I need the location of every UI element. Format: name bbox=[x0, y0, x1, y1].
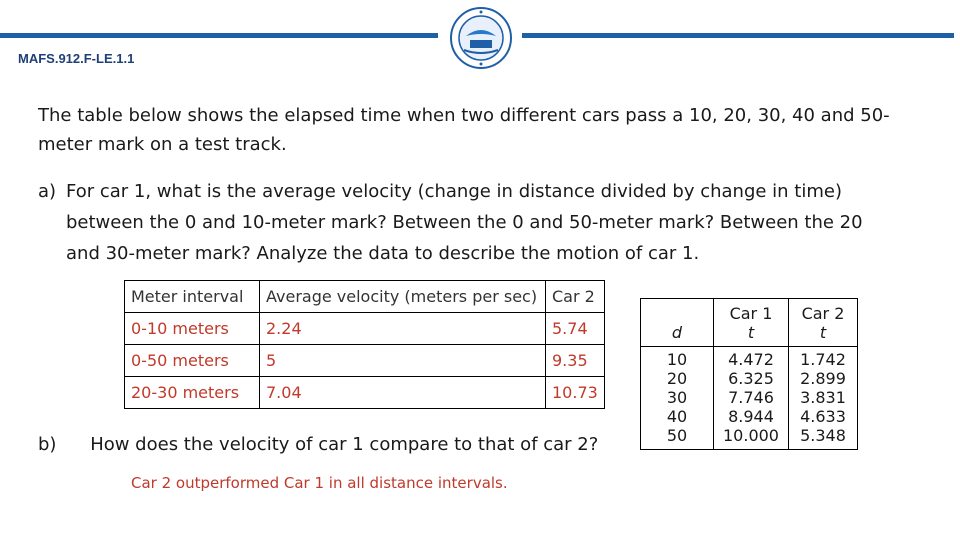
answer-b-text: Car 2 outperformed Car 1 in all distance intervals. bbox=[131, 474, 508, 492]
interval-cell: 0-50 meters bbox=[125, 345, 260, 377]
table-row bbox=[641, 347, 858, 370]
header-t-car1: t bbox=[714, 323, 789, 347]
car1-velocity-cell: 5 bbox=[260, 345, 546, 377]
intro-text: The table below shows the elapsed time when two different cars pass a 10, 20, 30, 40 and 50-meter mark on a test track. bbox=[38, 105, 890, 155]
velocity-table-header bbox=[125, 281, 605, 313]
header-rule-left bbox=[0, 33, 438, 38]
car2-velocity-cell: 10.73 bbox=[546, 377, 605, 409]
distance-cell: 30 bbox=[641, 388, 714, 407]
header-t-car2: t bbox=[789, 323, 858, 347]
car1-time-cell: 7.746 bbox=[714, 388, 789, 407]
header-d: d bbox=[641, 323, 714, 347]
car-times-table bbox=[640, 298, 858, 450]
question-b bbox=[38, 430, 598, 459]
question-a bbox=[38, 176, 898, 269]
header-average-velocity: Average velocity (meters per sec) bbox=[260, 281, 546, 313]
table-row bbox=[125, 345, 605, 377]
standard-code: MAFS.912.F-LE.1.1 bbox=[18, 51, 135, 66]
velocity-table bbox=[124, 280, 605, 409]
table-row bbox=[641, 369, 858, 388]
distance-cell: 50 bbox=[641, 426, 714, 450]
car1-time-cell: 6.325 bbox=[714, 369, 789, 388]
table-row bbox=[641, 407, 858, 426]
car2-velocity-cell: 9.35 bbox=[546, 345, 605, 377]
car1-time-cell: 4.472 bbox=[714, 347, 789, 370]
distance-cell: 20 bbox=[641, 369, 714, 388]
header-car-2: Car 2 bbox=[801, 304, 845, 323]
interval-cell: 0-10 meters bbox=[125, 313, 260, 345]
car2-time-cell: 5.348 bbox=[800, 426, 846, 445]
table-row bbox=[125, 377, 605, 409]
car1-time-cell: 8.944 bbox=[714, 407, 789, 426]
question-b-label: b) bbox=[38, 434, 57, 455]
header-rule-right bbox=[522, 33, 954, 38]
car2-time-cell: 1.742 bbox=[800, 350, 846, 369]
header-blank bbox=[641, 299, 714, 324]
car1-time-cell: 10.000 bbox=[714, 426, 789, 450]
car1-velocity-cell: 2.24 bbox=[260, 313, 546, 345]
car2-time-cell: 3.831 bbox=[800, 388, 846, 407]
interval-cell: 20-30 meters bbox=[125, 377, 260, 409]
car-table-header-row-1 bbox=[641, 299, 858, 324]
question-a-label: a) bbox=[38, 181, 57, 202]
table-row bbox=[641, 426, 858, 450]
car2-time-cell: 4.633 bbox=[800, 407, 846, 426]
question-a-text: For car 1, what is the average velocity (change in distance divided by change in time) between the 0 and 10-meter mark? Between the 0 and 50-meter mark? Between the 20 and 30-meter mark? Analyze the data to describe the motion of car 1. bbox=[66, 181, 863, 264]
header-meter-interval: Meter interval bbox=[125, 281, 260, 313]
car2-velocity-cell: 5.74 bbox=[546, 313, 605, 345]
car-table-header-row-2 bbox=[641, 323, 858, 347]
car1-velocity-cell: 7.04 bbox=[260, 377, 546, 409]
school-seal-logo bbox=[446, 6, 516, 70]
table-row bbox=[125, 313, 605, 345]
distance-cell: 10 bbox=[641, 347, 714, 370]
question-b-text: How does the velocity of car 1 compare to that of car 2? bbox=[90, 434, 599, 455]
header-car-1: Car 1 bbox=[714, 299, 789, 324]
header-car-2: Car 2 bbox=[546, 281, 605, 313]
distance-cell: 40 bbox=[641, 407, 714, 426]
table-row bbox=[641, 388, 858, 407]
car2-time-cell: 2.899 bbox=[800, 369, 846, 388]
